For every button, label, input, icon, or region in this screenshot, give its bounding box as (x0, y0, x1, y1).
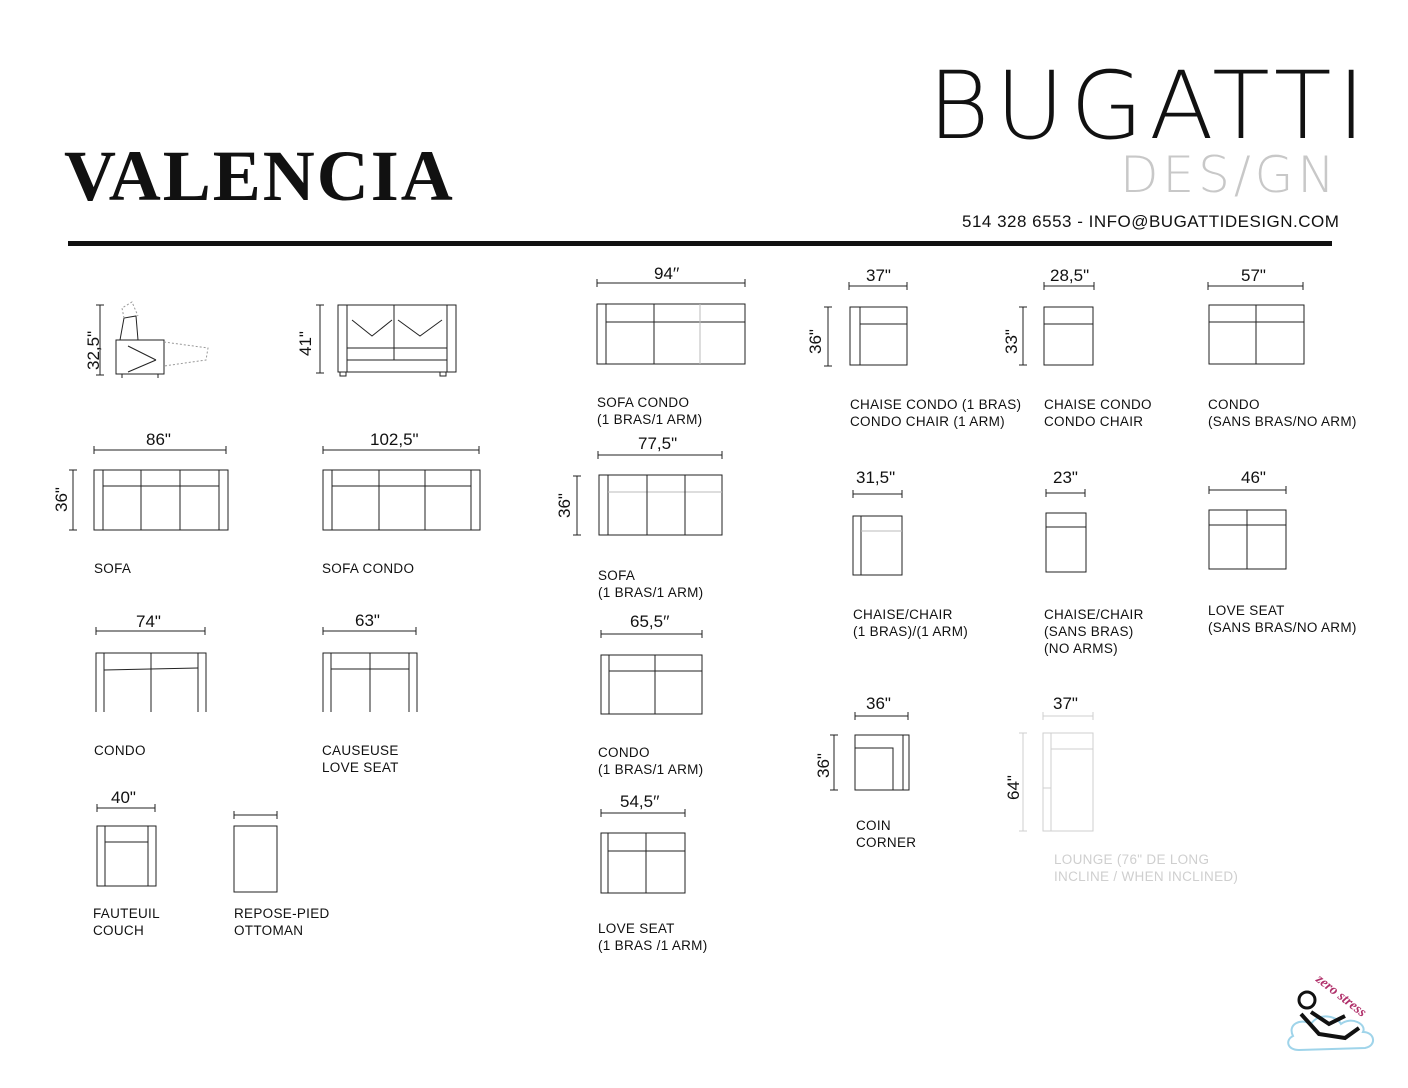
loveseat-1arm-drawing (601, 809, 685, 893)
lounge-drawing (1019, 712, 1093, 831)
chair-1arm-drawing (853, 490, 902, 575)
dim-41: 41" (296, 331, 315, 356)
label-loveseat-noarm: LOVE SEAT (SANS BRAS/NO ARM) (1208, 603, 1357, 635)
dim-86: 86" (146, 430, 171, 449)
brand-logo: BUGATTI (928, 52, 1372, 161)
dim-65-5: 65,5′′ (630, 612, 670, 631)
label-ottoman: REPOSE-PIED OTTOMAN (234, 906, 330, 938)
dim-64: 64" (1004, 775, 1023, 800)
loveseat-noarm-drawing (1209, 486, 1286, 569)
label-fauteuil: FAUTEUIL COUCH (93, 906, 160, 938)
causeuse-drawing (323, 627, 417, 712)
brand-logo-sub: DES/GN (1120, 146, 1339, 204)
dim-36-b: 36" (866, 694, 891, 713)
sofa-condo-1arm-drawing (597, 279, 745, 364)
front-view-drawing (316, 305, 456, 376)
label-causeuse: CAUSEUSE LOVE SEAT (322, 743, 399, 775)
side-profile-drawing (96, 302, 208, 378)
dim-36-v1: 36" (806, 329, 825, 354)
label-corner: COIN CORNER (856, 818, 917, 850)
fauteuil-drawing (97, 804, 156, 886)
label-sofa-condo-1arm: SOFA CONDO (1 BRAS/1 ARM) (597, 395, 703, 427)
condo-1arm-drawing (601, 630, 702, 714)
dim-102-5: 102,5" (370, 430, 419, 449)
ottoman-drawing (234, 811, 277, 892)
dim-40: 40" (111, 788, 136, 807)
label-condo-noarm: CONDO (SANS BRAS/NO ARM) (1208, 397, 1357, 429)
dim-37-a: 37" (866, 266, 891, 285)
sofa-drawing (69, 446, 228, 530)
chaise-condo-drawing (1019, 282, 1094, 365)
dim-94: 94′′ (654, 264, 680, 283)
dim-57: 57" (1241, 266, 1266, 285)
label-chaise-condo: CHAISE CONDO CONDO CHAIR (1044, 397, 1152, 429)
dim-63: 63" (355, 611, 380, 630)
zero-stress-text: zero stress (1312, 972, 1369, 1021)
zero-stress-logo (1288, 992, 1373, 1050)
label-sofa-condo: SOFA CONDO (322, 561, 415, 576)
dim-46: 46" (1241, 468, 1266, 487)
contact-info: 514 328 6553 - INFO@BUGATTIDESIGN.COM (962, 212, 1340, 231)
condo-noarm-drawing (1208, 282, 1304, 364)
dim-74: 74" (136, 612, 161, 631)
dim-31-5: 31,5" (856, 468, 896, 487)
dim-77-5: 77,5" (638, 434, 678, 453)
sofa-1arm-drawing (573, 451, 722, 535)
label-condo: CONDO (94, 743, 146, 758)
condo-drawing (96, 627, 206, 712)
chair-noarms-drawing (1046, 489, 1086, 572)
label-sofa-1arm: SOFA (1 BRAS/1 ARM) (598, 568, 704, 600)
label-condo-1arm: CONDO (1 BRAS/1 ARM) (598, 745, 704, 777)
label-lounge: LOUNGE (76" DE LONG INCLINE / WHEN INCLINED) (1054, 852, 1239, 884)
sofa-condo-drawing (323, 446, 480, 530)
label-chaise-condo-1arm: CHAISE CONDO (1 BRAS) CONDO CHAIR (1 ARM) (850, 397, 1022, 429)
dim-28-5: 28,5" (1050, 266, 1090, 285)
chaise-condo-1arm-drawing (824, 282, 907, 366)
label-chair-noarms: CHAISE/CHAIR (SANS BRAS) (NO ARMS) (1044, 607, 1144, 656)
label-chair-1arm: CHAISE/CHAIR (1 BRAS)/(1 ARM) (853, 607, 969, 639)
dim-32-5: 32,5" (84, 330, 103, 370)
dim-36-v2: 36" (52, 487, 71, 512)
dim-23: 23" (1053, 468, 1078, 487)
page-title: VALENCIA (64, 136, 455, 216)
label-sofa: SOFA (94, 561, 132, 576)
dim-33: 33" (1002, 329, 1021, 354)
label-loveseat-1arm: LOVE SEAT (1 BRAS /1 ARM) (598, 921, 708, 953)
corner-drawing (830, 712, 909, 790)
dim-54-5: 54,5′′ (620, 792, 660, 811)
dim-37-b: 37" (1053, 694, 1078, 713)
dim-36-v3: 36" (555, 493, 574, 518)
dim-36-v4: 36" (814, 753, 833, 778)
